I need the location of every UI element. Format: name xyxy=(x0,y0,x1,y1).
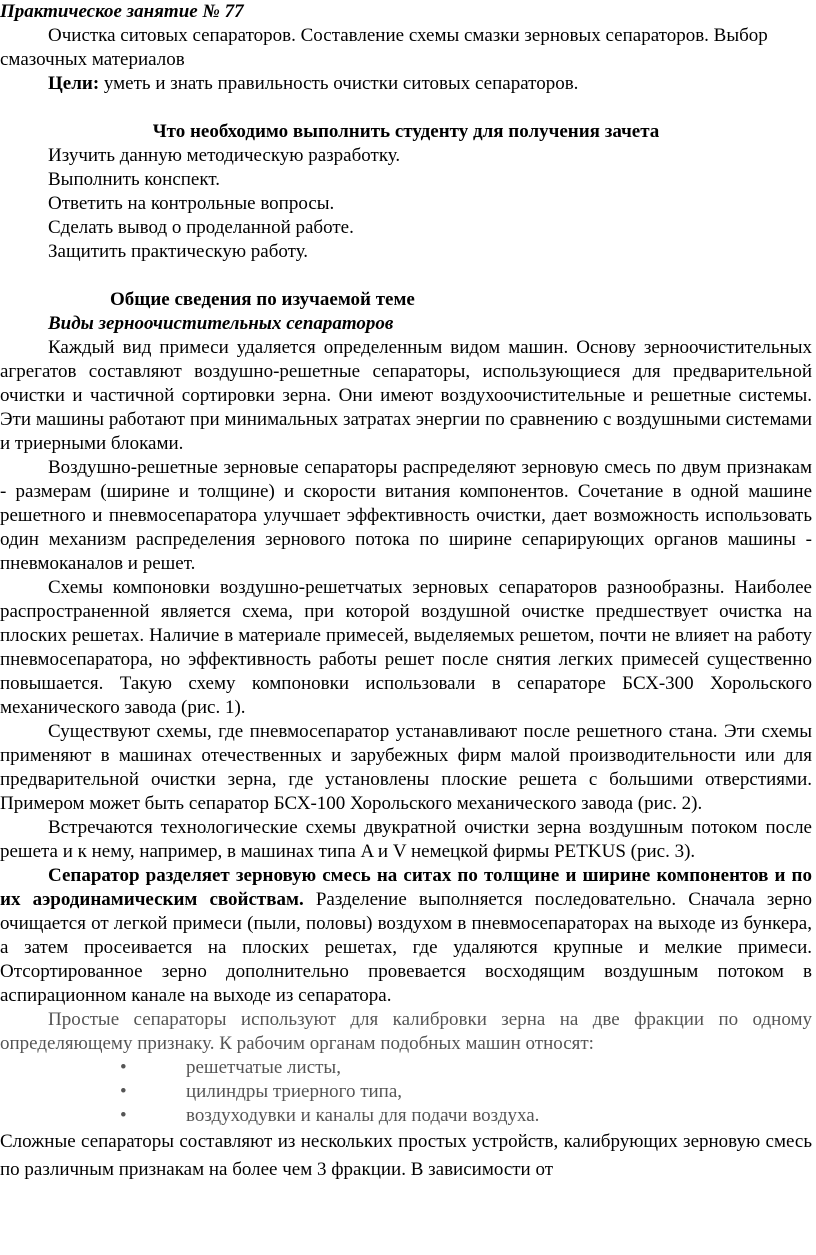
document-title: Практическое занятие № 77 xyxy=(0,1,244,22)
working-parts-list xyxy=(0,1056,812,1128)
paragraph-2: Воздушно-решетные зерновые сепараторы распределяют зерновую смесь по двум признакам - размерам (ширине и толщине) и скорости витания компонентов. Сочетание в одной машине решетного и пневмосепаратора улучшает эффективность очистки, дает возможность использовать один механизм распределения зернового потока по ширине сепарирующих органов машины - пневмоканалов и решет. xyxy=(0,457,812,574)
paragraph-7: Простые сепараторы используют для калибровки зерна на две фракции по одному определяющему признаку. К рабочим органам подобных машин относят: xyxy=(0,1009,812,1054)
paragraph-1: Каждый вид примеси удаляется определенным видом машин. Основу зерноочистительных агрегатов составляют воздушно-решетные сепараторы, использующиеся для предварительной очистки и частичной сортировки зерна. Они имеют воздухоочистительные и решетные системы. Эти машины работают при минимальных затратах энергии по сравнению с воздушными системами и триерными блоками. xyxy=(0,337,812,454)
lesson-topic: Очистка ситовых сепараторов. Составление схемы смазки зерновых сепараторов. Выбор смазочных материалов xyxy=(0,25,768,70)
goals-label: Цели: xyxy=(48,73,100,94)
paragraph-6-rest: Разделение выполняется последовательно. Сначала зерно очищается от легкой примеси (пыли, половы) воздухом в пневмосепараторах на выходе из бункера, а затем просеивается на плоских решетах, где удаляются крупные и мелкие примеси. Отсортированное зерно дополнительно провевается восходящим воздушным потоком в аспирационном канале на выходе из сепаратора. xyxy=(0,889,813,1006)
task-item: Выполнить конспект. xyxy=(48,169,220,190)
list-item: • цилиндры триерного типа, xyxy=(120,1081,403,1102)
tasks-heading: Что необходимо выполнить студенту для получения зачета xyxy=(152,121,660,142)
paragraph-6 xyxy=(0,864,812,1008)
task-item: Ответить на контрольные вопросы. xyxy=(48,193,335,214)
task-item: Изучить данную методическую разработку. xyxy=(48,145,401,166)
paragraph-8: Сложные сепараторы составляют из нескольких простых устройств, калибрующих зерновую смесь по различным признакам на более чем 3 фракции. В зависимости от xyxy=(0,1131,812,1180)
bullet-icon: • xyxy=(120,1105,127,1126)
bullet-icon: • xyxy=(120,1081,127,1102)
paragraph-6-bold: Сепаратор разделяет зерновую смесь на ситах по толщине и ширине компонентов и по их аэродинамическим свойствам. xyxy=(0,865,812,910)
paragraph-4: Существуют схемы, где пневмосепаратор устанавливают после решетного стана. Эти схемы применяют в машинах отечественных и зарубежных фирм малой производительности или для предварительной очистки зерна, где установлены плоские решета с большими отверстиями. Примером может быть сепаратор БСХ-100 Хорольского механического завода (рис. 2). xyxy=(0,721,812,814)
list-item: • воздуходувки и каналы для подачи воздуха. xyxy=(120,1105,540,1126)
lesson-goals xyxy=(0,72,812,96)
task-item: Защитить практическую работу. xyxy=(48,241,309,262)
bullet-icon: • xyxy=(120,1057,127,1078)
paragraph-5: Встречаются технологические схемы двукратной очистки зерна воздушным потоком после решета и к нему, например, в машинах типа A и V немецкой фирмы PETKUS (рис. 3). xyxy=(0,817,812,862)
section-heading: Общие сведения по изучаемой теме xyxy=(110,289,415,310)
section-subheading: Виды зерноочистительных сепараторов xyxy=(48,313,394,334)
task-item: Сделать вывод о проделанной работе. xyxy=(48,217,354,238)
list-item: • решетчатые листы, xyxy=(120,1057,341,1078)
paragraph-3: Схемы компоновки воздушно-решетчатых зерновых сепараторов разнообразны. Наиболее распространенной является схема, при которой воздушной очистке предшествует очистка на плоских решетах. Наличие в материале примесей, выделяемых решетом, почти не влияет на работу пневмосепаратора, но эффективность работы решет после снятия легких примесей существенно повышается. Такую схему компоновки использовали в сепараторе БСХ-300 Хорольского механического завода (рис. 1). xyxy=(0,577,812,718)
goals-text: уметь и знать правильность очистки ситовых сепараторов. xyxy=(99,73,579,94)
